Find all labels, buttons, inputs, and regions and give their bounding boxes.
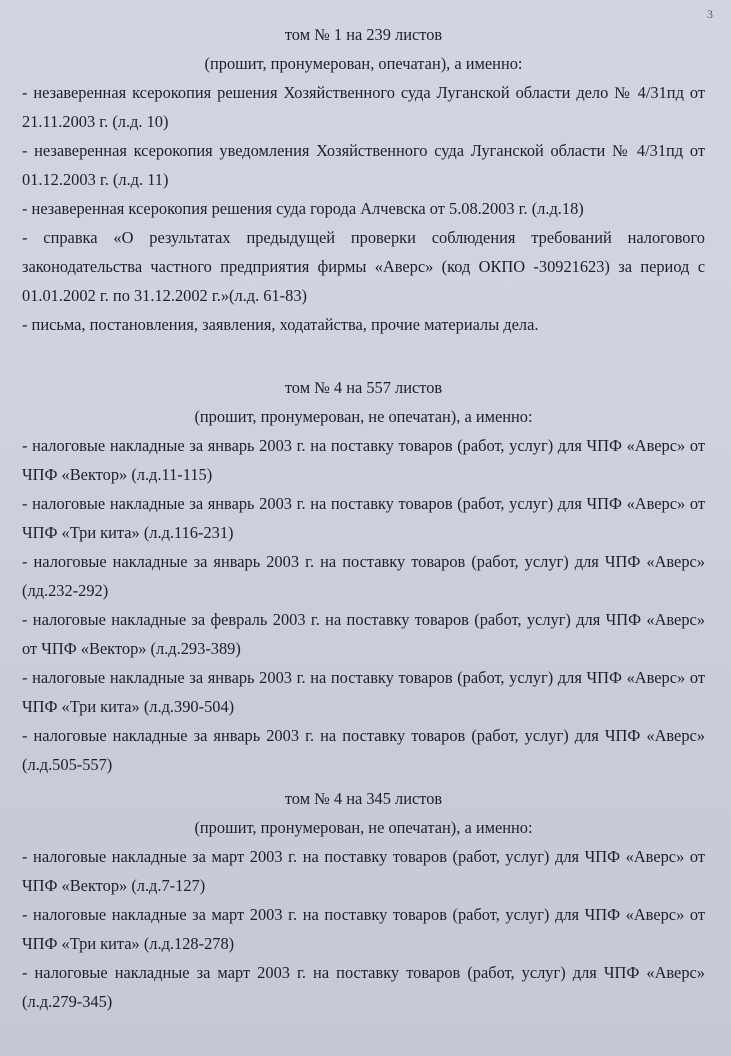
volume-3-item: - налоговые накладные за март 2003 г. на поставку товаров (работ, услуг) для ЧПФ «Аверс» от ЧПФ «Вектор» (л.д.7-127) <box>22 847 705 895</box>
volume-1-item: - незаверенная ксерокопия решения Хозяйственного суда Луганской области дело № 4/31пд от 21.11.2003 г. (л.д. 10) <box>22 83 705 131</box>
volume-3-item: - налоговые накладные за март 2003 г. на поставку товаров (работ, услуг) для ЧПФ «Аверс» от ЧПФ «Три кита» (л.д.128-278) <box>22 905 705 953</box>
volume-2-title: том № 4 на 557 листов <box>284 378 443 397</box>
volume-1-item: - незаверенная ксерокопия уведомления Хозяйственного суда Луганской области № 4/31пд от 01.12.2003 г. (л.д. 11) <box>22 141 705 189</box>
volume-1-item: - письма, постановления, заявления, ходатайства, прочие материалы дела. <box>22 315 539 334</box>
volume-3-item: - налоговые накладные за март 2003 г. на поставку товаров (работ, услуг) для ЧПФ «Аверс» (л.д.279-345) <box>22 963 705 1011</box>
volume-1-item: - незаверенная ксерокопия решения суда города Алчевска от 5.08.2003 г. (л.д.18) <box>22 199 584 218</box>
volume-1-title: том № 1 на 239 листов <box>284 25 443 44</box>
volume-2-item: - налоговые накладные за январь 2003 г. на поставку товаров (работ, услуг) для ЧПФ «Аверс» (лд.232-292) <box>22 552 705 600</box>
volume-2-status: (прошит, пронумерован, не опечатан), а именно: <box>194 407 533 426</box>
volume-2-item: - налоговые накладные за январь 2003 г. на поставку товаров (работ, услуг) для ЧПФ «Аверс» от ЧПФ «Три кита» (л.д.116-231) <box>22 494 705 542</box>
volume-2-item: - налоговые накладные за январь 2003 г. на поставку товаров (работ, услуг) для ЧПФ «Аверс» от ЧПФ «Три кита» (л.д.390-504) <box>22 668 705 716</box>
volume-2-item: - налоговые накладные за февраль 2003 г. на поставку товаров (работ, услуг) для ЧПФ «Аверс» от ЧПФ «Вектор» (л.д.293-389) <box>22 610 705 658</box>
volume-1-status: (прошит, пронумерован, опечатан), а именно: <box>204 54 523 73</box>
page-corner-mark: 3 <box>707 7 713 21</box>
volume-1-item: - справка «О результатах предыдущей проверки соблюдения требований налогового законодательства частного предприятия фирмы «Аверс» (код ОКПО -30921623) за период с 01.01.2002 г. по 31.12.2002 г.»(л.д. 61-83) <box>22 228 705 305</box>
volume-2-item: - налоговые накладные за январь 2003 г. на поставку товаров (работ, услуг) для ЧПФ «Аверс» от ЧПФ «Вектор» (л.д.11-115) <box>22 436 705 484</box>
volume-3-title: том № 4 на 345 листов <box>284 789 443 808</box>
volume-3-status: (прошит, пронумерован, не опечатан), а именно: <box>194 818 533 837</box>
section-spacer <box>22 339 705 368</box>
volume-2-item: - налоговые накладные за январь 2003 г. на поставку товаров (работ, услуг) для ЧПФ «Аверс» (л.д.505-557) <box>22 726 705 774</box>
